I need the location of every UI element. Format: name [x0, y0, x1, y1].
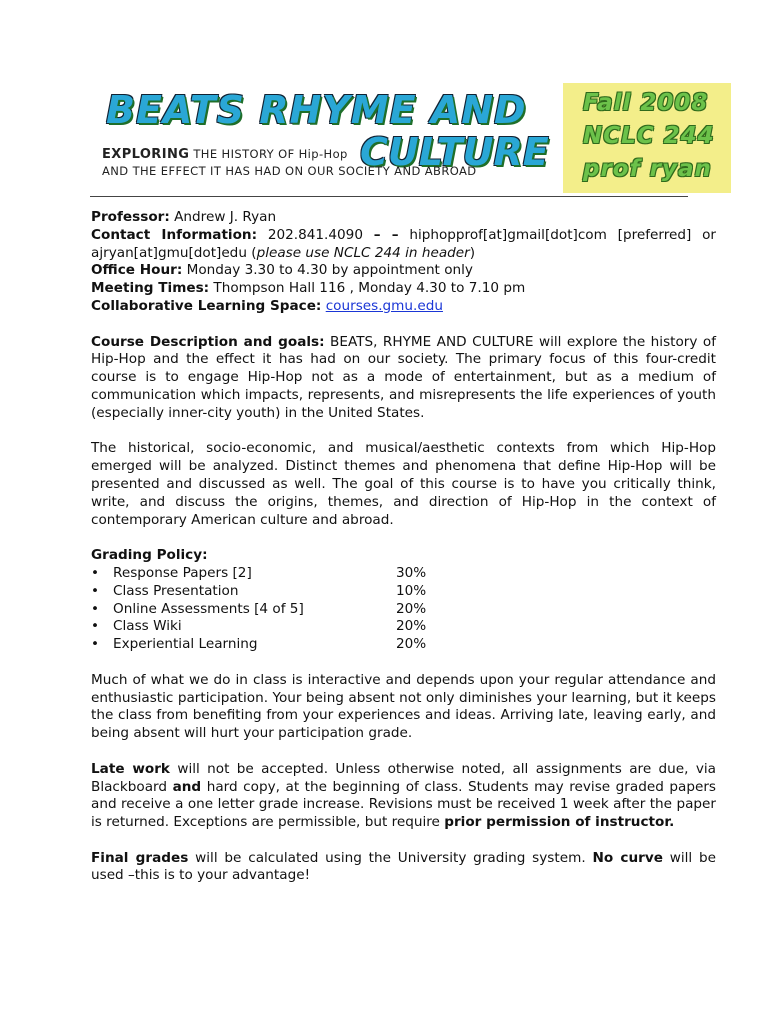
grading-item-percent: 10%	[396, 582, 427, 599]
prior-permission-text: prior permission of instructor.	[444, 814, 675, 831]
grading-item	[91, 583, 716, 601]
tagline-rest: THE HISTORY OF Hip-Hop	[189, 147, 348, 161]
attendance-paragraph: Much of what we do in class is interactive and depends upon your regular attendance and enthusiastic participation. Your being absent not only diminishes your learning, but it keeps the class from benefiting from your experiences and ideas. Arriving late, leaving early, and being absent will hurt your participation grade.	[91, 671, 716, 742]
final-grades-paragraph: Final grades will be calculated using the University grading system. No curve will be used –this is to your advantage!	[91, 849, 717, 884]
bullet-icon: •	[91, 600, 100, 617]
grading-item-label: Class Wiki	[113, 618, 182, 635]
logo-tagline	[102, 146, 476, 180]
grading-item	[91, 636, 716, 654]
bullet-icon: •	[91, 582, 100, 599]
meeting-times-value: Thompson Hall 116 , Monday 4.30 to 7.10 pm	[209, 280, 526, 297]
grading-item-label: Online Assessments [4 of 5]	[113, 600, 304, 617]
contact-close: )	[469, 244, 476, 261]
semester-line: Fall 2008	[583, 90, 709, 116]
meeting-times-line	[91, 280, 716, 298]
grading-item-label: Experiential Learning	[113, 636, 258, 653]
grading-item	[91, 565, 716, 583]
late-work-label: Late work	[91, 760, 170, 777]
no-curve-text: No curve	[592, 849, 663, 866]
collab-space-label: Collaborative Learning Space:	[91, 297, 322, 314]
grading-item-percent: 20%	[396, 636, 427, 653]
office-hour-line	[91, 262, 716, 280]
bullet-icon: •	[91, 564, 100, 581]
professor-line	[91, 209, 716, 227]
bullet-icon: •	[91, 618, 100, 635]
final-grades-label: Final grades	[91, 849, 189, 866]
header-divider	[90, 196, 688, 197]
course-logo	[92, 78, 562, 193]
professor-value: Andrew J. Ryan	[169, 209, 277, 225]
grading-item-percent: 20%	[396, 600, 427, 617]
grading-list	[91, 565, 716, 654]
contact-phone: 202.841.4090	[257, 226, 374, 243]
office-hour-label: Office Hour:	[91, 262, 183, 279]
late-work-paragraph: Late work will not be accepted. Unless otherwise noted, all assignments are due, via Blackboard and hard copy, at the beginning of class. Students may revise graded papers and receive a one letter grade increase. Revisions must be received 1 week after the paper is returned. Exceptions are permissible, but require prior permission of instructor.	[91, 760, 716, 831]
contact-line	[91, 227, 716, 263]
contact-emails: hiphopprof[at]gmail[dot]com [preferred] or ajryan[at]gmu[dot]edu (	[91, 226, 716, 261]
description-text: BEATS, RHYME AND CULTURE will explore the history of Hip-Hop and the effect it has had on our society. The primary focus of this four-credit course is to engage Hip-Hop not as a mode of entertainment, but as a medium of communication which impacts, represents, and misrepresents the life experiences of youth (especially inner-city youth) in the United States.	[91, 333, 716, 421]
collab-space-line	[91, 298, 716, 316]
grading-item-percent: 30%	[396, 564, 427, 581]
contact-label: Contact Information:	[91, 226, 258, 243]
semester-box	[563, 83, 731, 193]
grading-heading: Grading Policy:	[91, 547, 208, 564]
logo-title-line1: BEATS RHYME AND	[106, 88, 527, 132]
syllabus-body	[91, 209, 716, 885]
course-description	[91, 334, 716, 423]
contact-note: please use NCLC 244 in header	[256, 244, 470, 261]
bullet-icon: •	[91, 636, 100, 653]
course-context-paragraph: The historical, socio-economic, and musical/aesthetic contexts from which Hip-Hop emerged will be analyzed. Distinct themes and phenomena that define Hip-Hop will be presented and discussed as well. The goal of this course is to have you critically think, write, and discuss the origins, themes, and direction of Hip-Hop in the context of contemporary American culture and abroad.	[91, 440, 716, 528]
office-hour-value: Monday 3.30 to 4.30 by appointment only	[182, 262, 473, 279]
description-label: Course Description and goals:	[91, 333, 325, 350]
contact-dashes: – –	[373, 226, 399, 243]
grading-item	[91, 618, 716, 636]
meeting-times-label: Meeting Times:	[91, 280, 210, 297]
tagline-line2: AND THE EFFECT IT HAS HAD ON OUR SOCIETY AND ABROAD	[102, 164, 477, 178]
tagline-line1	[102, 147, 348, 161]
grading-item-label: Class Presentation	[113, 582, 239, 599]
instructor-line: prof ryan	[583, 156, 712, 182]
grading-item	[91, 601, 716, 619]
tagline-bold: EXPLORING	[102, 147, 190, 162]
courses-link[interactable]: courses.gmu.edu	[325, 297, 443, 314]
professor-label: Professor:	[91, 209, 170, 225]
grading-item-percent: 20%	[396, 618, 427, 635]
course-code-line: NCLC 244	[583, 123, 715, 149]
grading-item-label: Response Papers [2]	[113, 564, 252, 581]
logo-title-line2: CULTURE	[360, 130, 549, 174]
